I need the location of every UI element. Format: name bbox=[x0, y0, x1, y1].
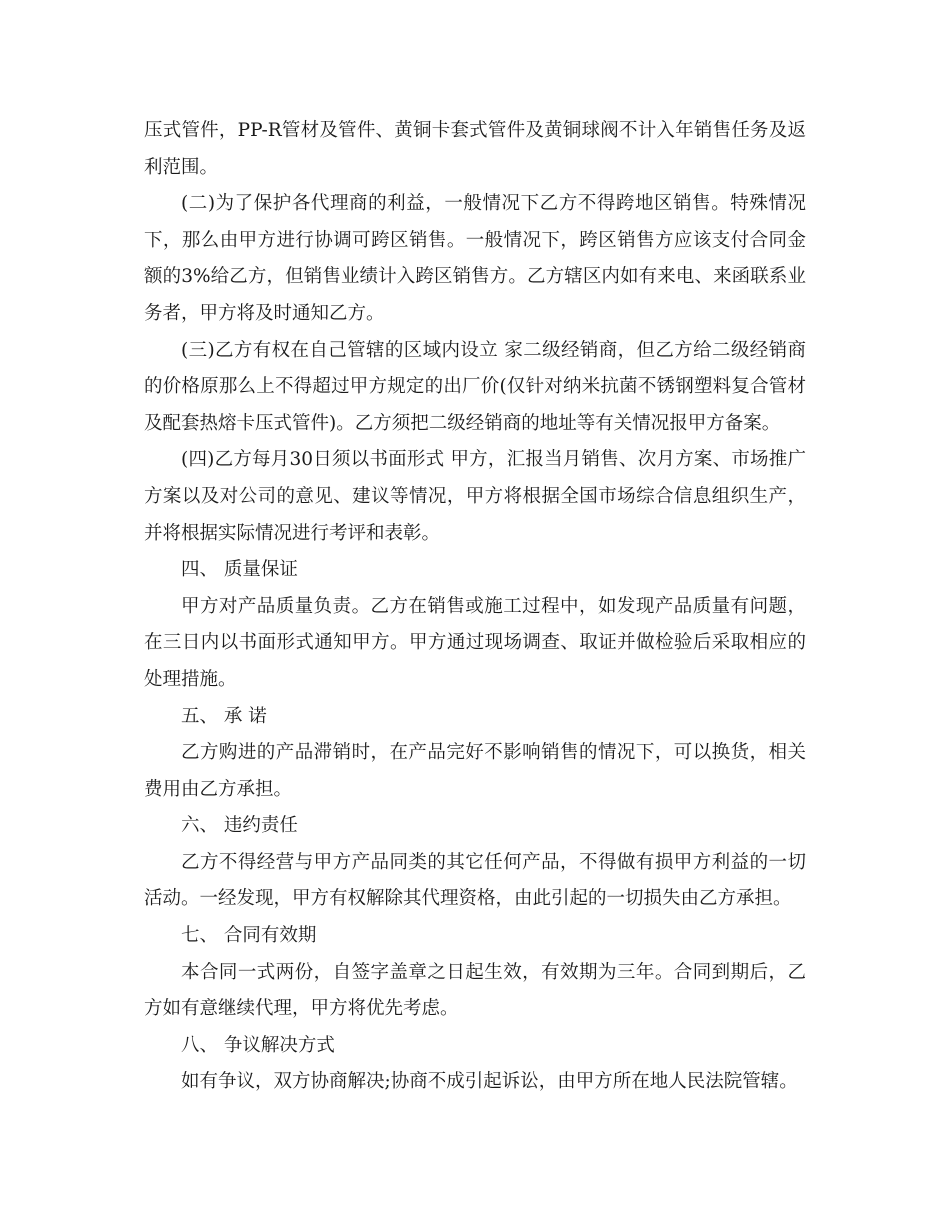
section-heading-commitment: 五、 承 诺 bbox=[181, 705, 267, 727]
section-heading-liability: 六、 违约责任 bbox=[181, 815, 298, 837]
document-body bbox=[144, 113, 806, 1101]
paragraph-clause-4: (四)乙方每月30日须以书面形式 甲方，汇报当月销售、次月方案、市场推广方案以及对公司的意见、建议等情况，甲方将根据全国市场综合信息组织生产，并将根据实际情况进行考评和表彰。 bbox=[144, 449, 806, 544]
paragraph-clause-2: (二)为了保护各代理商的利益，一般情况下乙方不得跨地区销售。特殊情况下，那么由甲方进行协调可跨区销售。一般情况下，跨区销售方应该支付合同金额的3%给乙方，但销售业绩计入跨区销售方。乙方辖区内如有来电、来函联系业务者，甲方将及时通知乙方。 bbox=[144, 193, 806, 324]
section-heading-validity: 七、 合同有效期 bbox=[181, 925, 317, 947]
paragraph-clause-3: (三)乙方有权在自己管辖的区域内设立 家二级经销商，但乙方给二级经销商的价格原那么上不得超过甲方规定的出厂价(仅针对纳米抗菌不锈钢塑料复合管材及配套热熔卡压式管件)。乙方须把二级经销商的地址等有关情况报甲方备案。 bbox=[144, 339, 806, 434]
section-heading-dispute: 八、 争议解决方式 bbox=[181, 1034, 335, 1056]
section-heading-quality: 四、 质量保证 bbox=[181, 559, 298, 581]
section-body-dispute: 如有争议，双方协商解决;协商不成引起诉讼，由甲方所在地人民法院管辖。 bbox=[181, 1071, 798, 1093]
section-body-validity: 本合同一式两份，自签字盖章之日起生效，有效期为三年。合同到期后，乙方如有意继续代理，甲方将优先考虑。 bbox=[144, 961, 806, 1020]
paragraph-continued: 压式管件，PP-R管材及管件、黄铜卡套式管件及黄铜球阀不计入年销售任务及返利范围。 bbox=[144, 120, 806, 178]
section-body-commitment: 乙方购进的产品滞销时，在产品完好不影响销售的情况下，可以换货，相关费用由乙方承担。 bbox=[144, 742, 806, 800]
section-body-liability: 乙方不得经营与甲方产品同类的其它任何产品，不得做有损甲方利益的一切活动。一经发现，甲方有权解除其代理资格，由此引起的一切损失由乙方承担。 bbox=[144, 851, 806, 910]
section-body-quality: 甲方对产品质量负责。乙方在销售或施工过程中，如发现产品质量有问题，在三日内以书面形式通知甲方。甲方通过现场调查、取证并做检验后采取相应的处理措施。 bbox=[144, 595, 806, 690]
